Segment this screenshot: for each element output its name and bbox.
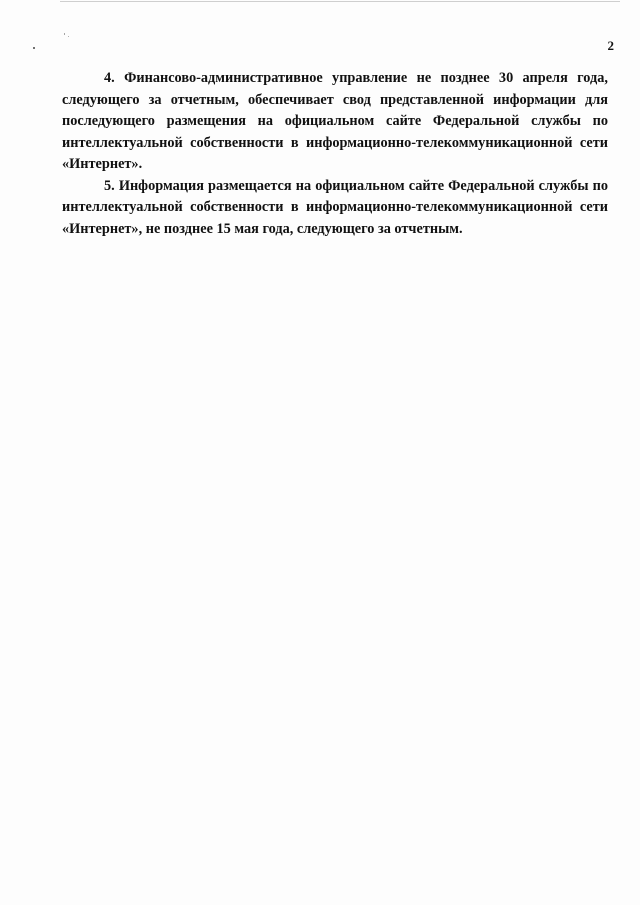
text-line: «Интернет», не позднее 15 мая года, следующего за отчетным.	[62, 220, 463, 237]
paragraph-5	[62, 176, 608, 241]
text-line: последующего размещения на официальном сайте Федеральной службы по	[62, 113, 608, 129]
scan-speck	[68, 36, 69, 37]
scan-speck	[64, 33, 65, 35]
text-line: интеллектуальной собственности в информационно-телекоммуникационной сети	[62, 199, 608, 215]
scan-edge-line	[60, 1, 620, 2]
text-line: интеллектуальной собственности в информационно-телекоммуникационной сети	[62, 134, 608, 151]
document-body	[62, 68, 608, 240]
text-line: 5. Информация размещается на официальном сайте Федеральной службы по	[104, 177, 608, 194]
scan-speck	[33, 47, 35, 49]
paragraph-4	[62, 68, 608, 176]
text-line: следующего за отчетным, обеспечивает свод представленной информации для	[62, 91, 608, 108]
text-line: 4. Финансово-административное управление не позднее 30 апреля года,	[104, 70, 608, 86]
text-line: «Интернет».	[62, 156, 143, 172]
page-number: 2	[607, 38, 614, 53]
